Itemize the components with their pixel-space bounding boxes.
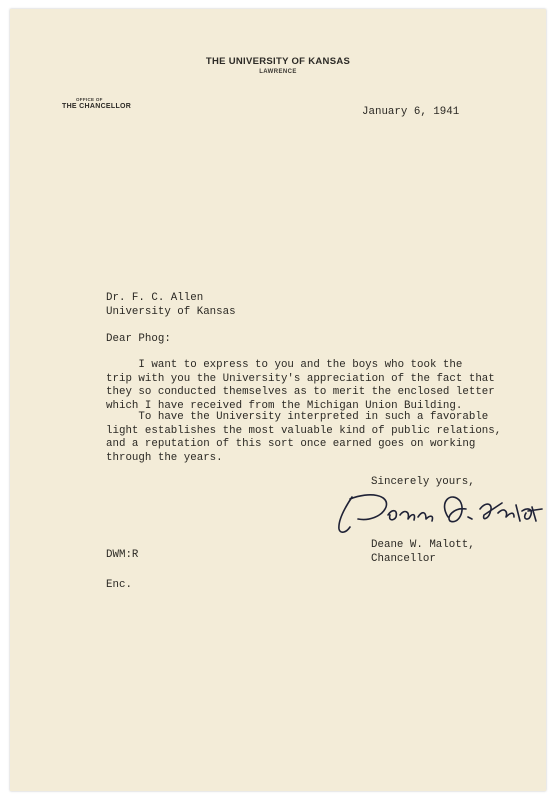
letterhead-office-label: OFFICE OF — [76, 97, 103, 102]
paragraph-line: they so conducted themselves as to merit the enclosed letter — [106, 386, 495, 398]
paragraph-line: To have the University interpreted in such a favorable — [106, 411, 489, 423]
body-paragraph-2 — [106, 411, 501, 465]
recipient-address — [106, 292, 236, 319]
paragraph-line: I want to express to you and the boys who took the — [106, 359, 463, 371]
paragraph-line: and a reputation of this sort once earned goes on working — [106, 438, 476, 450]
letterhead-institution: THE UNIVERSITY OF KANSAS — [205, 56, 351, 67]
paragraph-line: light establishes the most valuable kind of public relations, — [106, 424, 502, 437]
signer-name: Deane W. Malott, — [371, 539, 475, 551]
handwritten-signature — [330, 487, 545, 539]
enclosure-note: Enc. — [106, 579, 132, 591]
letterhead-office-name: THE CHANCELLOR — [62, 103, 132, 110]
recipient-name: Dr. F. C. Allen — [106, 292, 204, 304]
letterhead-city: LAWRENCE — [259, 69, 297, 75]
signer-title: Chancellor — [371, 552, 436, 565]
complimentary-closing: Sincerely yours, — [371, 476, 475, 488]
signer-block — [371, 539, 475, 566]
recipient-institution: University of Kansas — [106, 305, 236, 318]
reference-initials: DWM:R — [106, 549, 139, 561]
paragraph-line: through the years. — [106, 451, 223, 464]
letter-page — [10, 9, 546, 791]
body-paragraph-1 — [106, 359, 495, 413]
paragraph-line: trip with you the University's appreciation of the fact that — [106, 372, 495, 385]
letter-date: January 6, 1941 — [362, 106, 460, 118]
salutation: Dear Phog: — [106, 333, 171, 345]
paragraph-line: which I have received from the Michigan Union Building. — [106, 399, 463, 412]
